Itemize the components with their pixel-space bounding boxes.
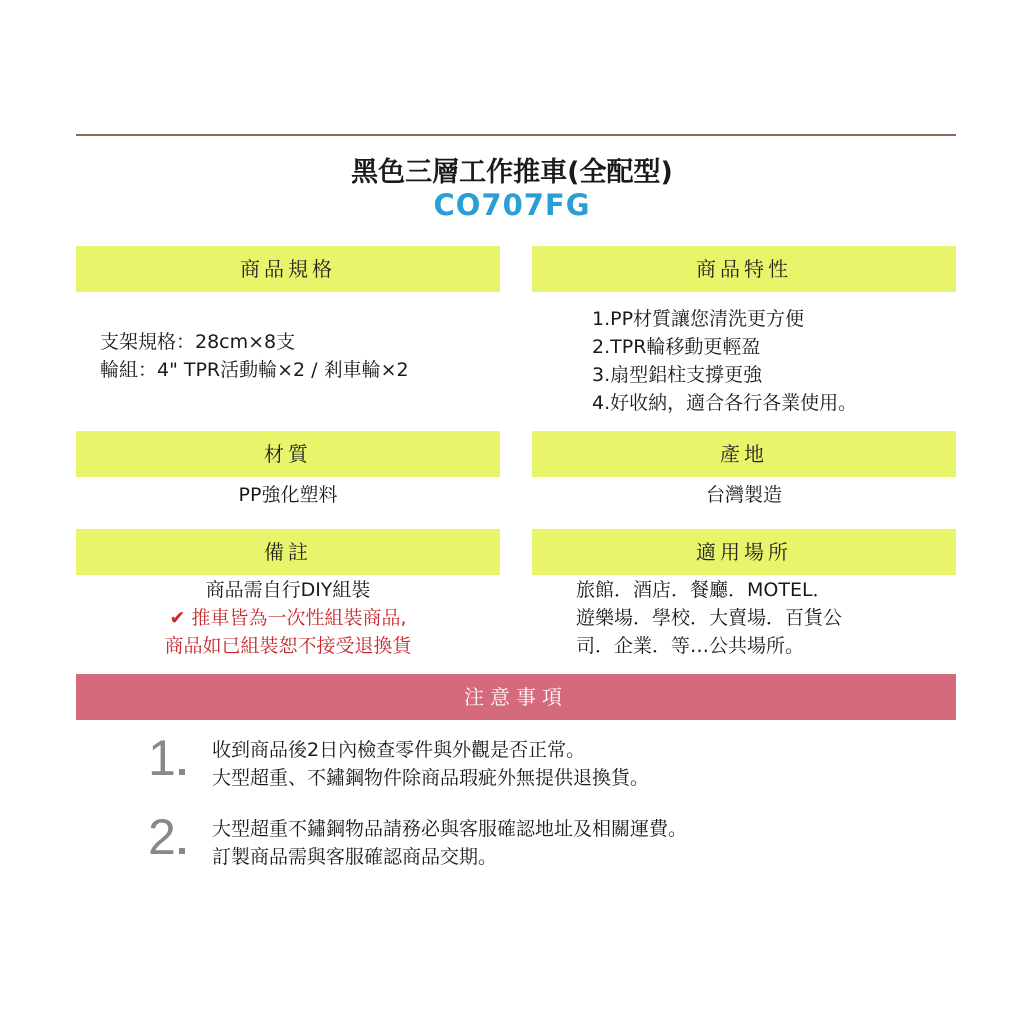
features-content	[592, 305, 952, 417]
material-value: PP強化塑料	[238, 484, 338, 506]
notice-item-2	[212, 815, 932, 871]
origin-heading: 產地	[532, 431, 956, 477]
features-heading: 商品特性	[532, 246, 956, 292]
usage-line: 遊樂場．學校．大賣場．百貨公	[576, 607, 843, 629]
feature-line: 1.PP材質讓您清洗更方便	[592, 308, 805, 330]
remarks-warning-text: 推車皆為一次性組裝商品,	[191, 607, 407, 629]
feature-line: 2.TPR輪移動更輕盈	[592, 336, 761, 358]
feature-line: 3.扇型鋁柱支撐更強	[592, 364, 763, 386]
origin-value: 台灣製造	[705, 484, 782, 506]
notice-number-2: 2	[148, 812, 185, 862]
top-divider	[76, 134, 956, 136]
spec-heading: 商品規格	[76, 246, 500, 292]
usage-line: 司．企業．等…公共場所。	[576, 635, 805, 657]
notice-heading: 注意事項	[76, 674, 956, 720]
model-number: CO707FG	[433, 188, 591, 222]
material-heading: 材質	[76, 431, 500, 477]
product-title: 黑色三層工作推車(全配型)	[351, 157, 673, 188]
usage-line: 旅館．酒店．餐廳．MOTEL．	[576, 579, 832, 601]
remarks-line: 商品需自行DIY組裝	[205, 579, 371, 601]
notice-line: 大型超重不鏽鋼物品請務必與客服確認地址及相關運費。	[212, 818, 688, 840]
notice-line: 收到商品後2日內檢查零件與外觀是否正常。	[212, 739, 586, 761]
notice-line: 大型超重、不鏽鋼物件除商品瑕疵外無提供退換貨。	[212, 767, 650, 789]
remarks-content	[76, 576, 500, 660]
spec-line: 輪組：4" TPR活動輪×2 / 剎車輪×2	[100, 359, 409, 381]
remarks-heading: 備註	[76, 529, 500, 575]
feature-line: 4.好收納，適合各行各業使用。	[592, 392, 858, 414]
remarks-warning-line: 商品如已組裝恕不接受退換貨	[164, 635, 412, 657]
spec-content	[100, 328, 500, 384]
usage-content	[576, 576, 936, 660]
spec-line: 支架規格：28cm×8支	[100, 331, 296, 353]
notice-item-1	[212, 736, 932, 792]
check-icon: ✔	[169, 607, 186, 629]
notice-number-1: 1	[148, 733, 185, 783]
notice-line: 訂製商品需與客服確認商品交期。	[212, 846, 498, 868]
remarks-warning	[76, 604, 500, 632]
usage-heading: 適用場所	[532, 529, 956, 575]
